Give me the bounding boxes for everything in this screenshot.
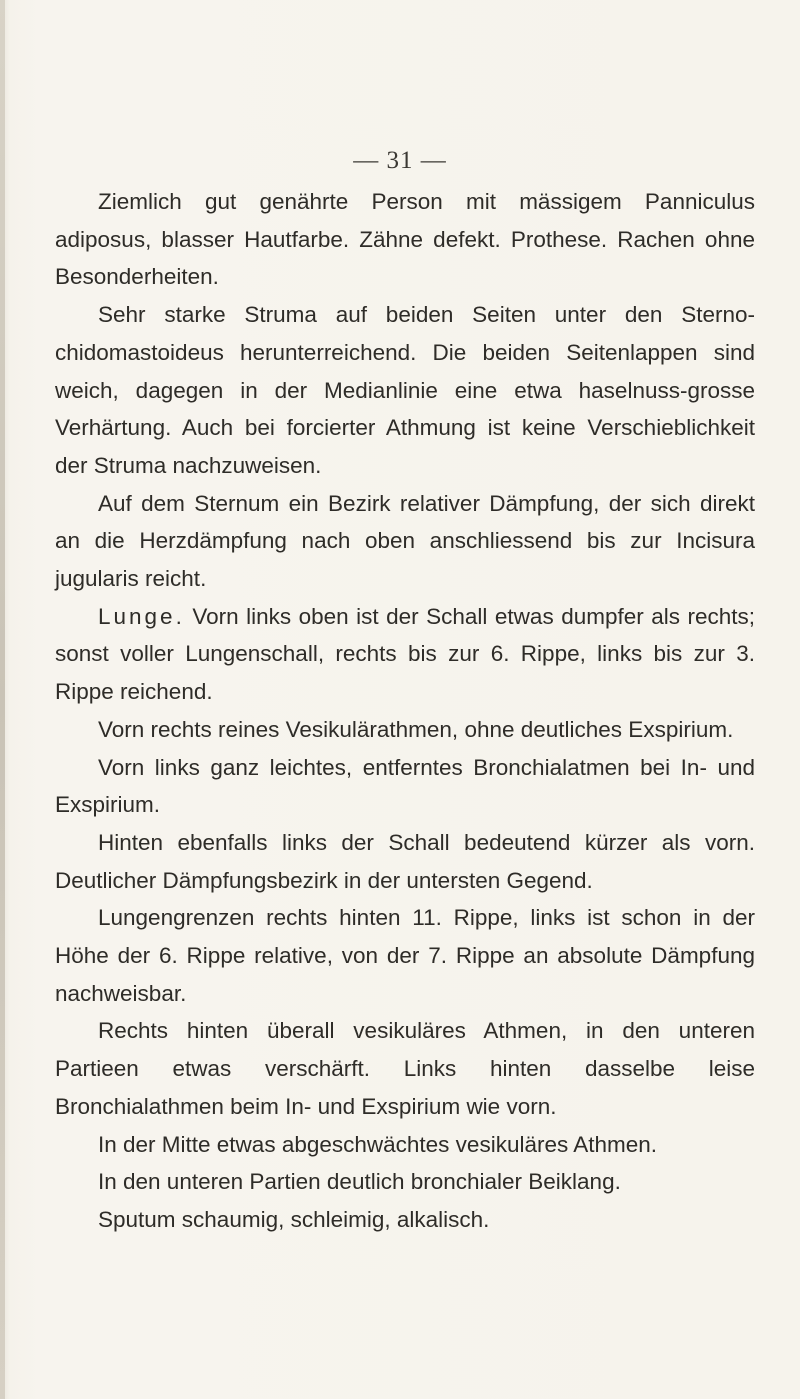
paragraph-vorn-links: Vorn links ganz leichtes, entferntes Bronchialatmen bei In- und Exspirium. <box>55 754 755 818</box>
paragraph-vorn-rechts: Vorn rechts reines Vesikulärathmen, ohne deutliches Exspirium. <box>98 716 734 742</box>
paragraph-lungengrenzen: Lungengrenzen rechts hinten 11. Rippe, links ist schon in der Höhe der 6. Rippe relative, von der 7. Rippe an absolute Dämpfung nachweisbar. <box>55 905 755 1006</box>
paragraph-hinten: Hinten ebenfalls links der Schall bedeutend kürzer als vorn. Deutlicher Dämpfungsbezirk in der untersten Gegend. <box>55 829 755 893</box>
paragraph-sputum: Sputum schaumig, schleimig, alkalisch. <box>98 1206 490 1232</box>
page-number: — 31 — <box>353 147 447 174</box>
paragraph-rechts-hinten: Rechts hinten überall vesikuläres Athmen, in den unteren Partieen etwas verschärft. Links hinten dasselbe leise Bronchialathmen beim In- und Exspirium wie vorn. <box>55 1018 755 1119</box>
page-binding-edge <box>0 0 5 1399</box>
paragraph-lunge <box>55 598 755 711</box>
paragraph-untere-partien: In den unteren Partien deutlich bronchialer Beiklang. <box>98 1169 621 1195</box>
body-text <box>55 183 755 1239</box>
paragraph-sternum: Auf dem Sternum ein Bezirk relativer Dämpfung, der sich direkt an die Herzdämpfung nach oben anschliessend bis zur Incisura jugularis reicht. <box>55 490 755 592</box>
paragraph-lunge-text: Vorn links oben ist der Schall etwas dumpfer als rechts; sonst voller Lungenschall, rechts bis zur 6. Rippe, links bis zur 3. Rippe reichend. <box>55 603 755 705</box>
paragraph-struma: Sehr starke Struma auf beiden Seiten unter den Sterno-chidomastoideus herunterreichend. Die beiden Seitenlappen sind weich, dagegen in der Medianlinie eine etwa haselnuss-grosse Verhärtung. Auch bei forcierter Athmung ist keine Verschieblichkeit der Struma nachzuweisen. <box>55 302 755 478</box>
paragraph-mitte: In der Mitte etwas abgeschwächtes vesikuläres Athmen. <box>98 1131 658 1157</box>
section-heading-lunge: Lunge. <box>98 603 185 629</box>
paragraph-general-findings: Ziemlich gut genährte Person mit mässigem Panniculus adiposus, blasser Hautfarbe. Zähne defekt. Prothese. Rachen ohne Besonderheiten. <box>55 189 755 290</box>
